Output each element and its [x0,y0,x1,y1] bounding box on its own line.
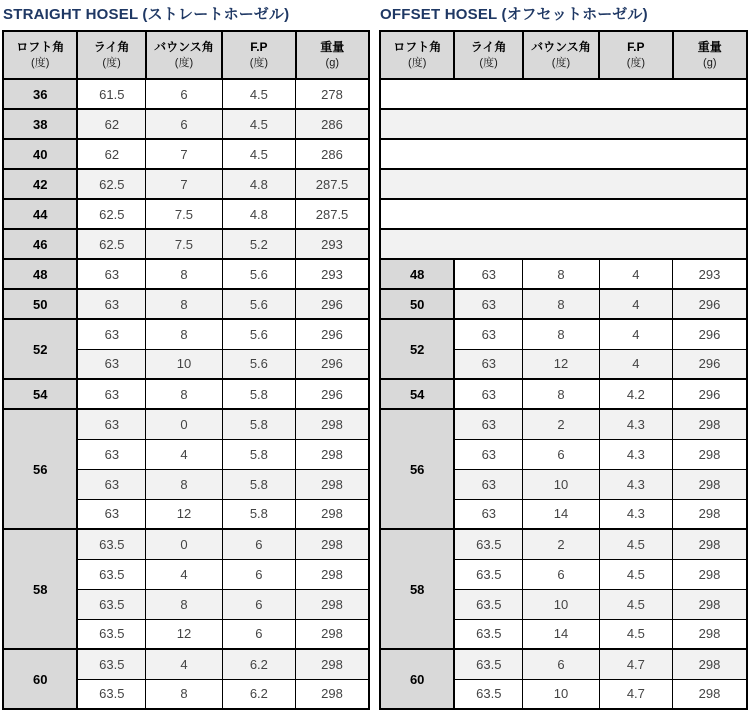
value-cell: 63.5 [77,649,145,679]
value-cell: 5.6 [222,349,295,379]
value-cell: 298 [296,469,369,499]
value-cell: 278 [296,79,369,109]
value-cell: 8 [146,259,222,289]
spec-row [3,529,369,559]
header-row [380,31,747,79]
value-cell: 296 [296,379,369,409]
spec-row [3,259,369,289]
value-cell: 298 [296,679,369,709]
straight-hosel-section [2,2,370,710]
spec-row [380,649,747,679]
value-cell: 4.5 [599,529,672,559]
value-cell: 286 [296,139,369,169]
value-cell: 10 [523,679,599,709]
column-label: ライ角 [470,40,507,55]
value-cell: 286 [296,109,369,139]
spec-row [3,79,369,109]
value-cell: 4.2 [599,379,672,409]
value-cell: 298 [296,589,369,619]
value-cell: 296 [296,349,369,379]
spec-row [380,529,747,559]
value-cell: 62 [77,139,145,169]
column-header [3,31,77,79]
value-cell: 63 [77,409,145,439]
spec-row [380,289,747,319]
column-unit: (度) [551,57,571,70]
column-label: バウンス角 [154,40,214,55]
value-cell: 296 [673,379,747,409]
value-cell: 5.8 [222,469,295,499]
straight-hosel-table [2,30,370,710]
header-row [3,31,369,79]
value-cell: 63 [77,259,145,289]
spec-row [380,379,747,409]
value-cell: 8 [523,289,599,319]
value-cell: 298 [673,499,747,529]
value-cell: 7 [146,139,222,169]
value-cell: 6 [222,559,295,589]
value-cell: 5.6 [222,319,295,349]
value-cell: 298 [296,439,369,469]
value-cell: 8 [523,379,599,409]
spec-row [3,139,369,169]
value-cell: 63 [77,289,145,319]
value-cell: 5.6 [222,259,295,289]
spec-row [380,409,747,439]
spec-row [3,169,369,199]
loft-angle-cell: 40 [3,139,77,169]
loft-angle-cell: 52 [380,319,454,379]
value-cell: 14 [523,619,599,649]
value-cell: 63 [77,379,145,409]
value-cell: 4.5 [599,619,672,649]
value-cell: 4.3 [599,439,672,469]
empty-row [380,109,747,139]
value-cell: 61.5 [77,79,145,109]
value-cell: 298 [296,649,369,679]
value-cell: 298 [296,529,369,559]
value-cell: 63.5 [77,589,145,619]
value-cell: 63 [454,349,522,379]
value-cell: 0 [146,409,222,439]
value-cell: 296 [673,319,747,349]
value-cell: 298 [296,499,369,529]
value-cell: 63 [77,469,145,499]
spec-row [3,289,369,319]
spec-row [3,409,369,439]
value-cell: 8 [146,379,222,409]
value-cell: 8 [146,469,222,499]
loft-angle-cell: 44 [3,199,77,229]
value-cell: 296 [673,349,747,379]
value-cell: 5.8 [222,499,295,529]
column-header [380,31,454,79]
loft-angle-cell: 48 [380,259,454,289]
column-label: バウンス角 [531,40,591,55]
value-cell: 4.8 [222,169,295,199]
value-cell: 4.8 [222,199,295,229]
column-label: F.P [627,40,645,55]
spec-row [3,229,369,259]
value-cell: 298 [296,559,369,589]
value-cell: 63 [77,439,145,469]
loft-angle-cell: 50 [380,289,454,319]
value-cell: 4 [599,289,672,319]
empty-row [380,79,747,109]
column-unit: (度) [102,57,121,70]
value-cell: 12 [146,619,222,649]
value-cell: 5.8 [222,439,295,469]
value-cell: 298 [673,559,747,589]
value-cell: 4 [146,649,222,679]
value-cell: 8 [146,319,222,349]
column-header [523,31,599,79]
loft-angle-cell: 58 [380,529,454,649]
value-cell: 298 [673,439,747,469]
value-cell: 63 [77,499,145,529]
loft-angle-cell: 36 [3,79,77,109]
value-cell: 6.2 [222,679,295,709]
value-cell: 4.5 [599,559,672,589]
value-cell: 293 [296,259,369,289]
value-cell: 4.5 [222,109,295,139]
value-cell: 5.8 [222,379,295,409]
loft-angle-cell: 48 [3,259,77,289]
column-label: ロフト角 [16,40,65,55]
column-unit: (度) [626,57,646,70]
value-cell: 10 [523,589,599,619]
value-cell: 5.2 [222,229,295,259]
empty-cell [380,109,747,139]
value-cell: 63.5 [77,619,145,649]
value-cell: 293 [296,229,369,259]
value-cell: 63 [454,289,522,319]
spec-row [380,319,747,349]
loft-angle-cell: 56 [3,409,77,529]
value-cell: 5.8 [222,409,295,439]
value-cell: 4.5 [222,79,295,109]
value-cell: 296 [296,319,369,349]
column-header [146,31,222,79]
offset-hosel-title: OFFSET HOSEL (オフセットホーゼル) [380,6,648,23]
value-cell: 4.3 [599,499,672,529]
value-cell: 0 [146,529,222,559]
value-cell: 62.5 [77,199,145,229]
value-cell: 63.5 [77,679,145,709]
column-label: ロフト角 [393,40,442,55]
column-unit: (g) [703,57,717,70]
value-cell: 8 [523,319,599,349]
column-unit: (度) [249,57,269,70]
empty-row [380,199,747,229]
empty-cell [380,199,747,229]
loft-angle-cell: 46 [3,229,77,259]
value-cell: 63.5 [77,559,145,589]
value-cell: 12 [523,349,599,379]
empty-cell [380,79,747,109]
value-cell: 63 [77,349,145,379]
value-cell: 7.5 [146,199,222,229]
spec-row [3,379,369,409]
spec-row [3,649,369,679]
empty-cell [380,169,747,199]
value-cell: 62.5 [77,229,145,259]
value-cell: 8 [146,589,222,619]
value-cell: 8 [523,259,599,289]
value-cell: 4 [146,439,222,469]
value-cell: 63 [454,409,522,439]
empty-cell [380,139,747,169]
column-label: 重量 [320,40,345,55]
value-cell: 12 [146,499,222,529]
value-cell: 8 [146,289,222,319]
column-header [77,31,145,79]
spec-row [3,109,369,139]
value-cell: 6.2 [222,649,295,679]
loft-angle-cell: 50 [3,289,77,319]
empty-row [380,169,747,199]
value-cell: 4.7 [599,649,672,679]
loft-angle-cell: 60 [380,649,454,709]
value-cell: 63.5 [454,619,522,649]
value-cell: 63 [454,259,522,289]
empty-row [380,229,747,259]
value-cell: 63.5 [77,529,145,559]
value-cell: 4.7 [599,679,672,709]
spec-row [3,319,369,349]
loft-angle-cell: 60 [3,649,77,709]
value-cell: 2 [523,409,599,439]
value-cell: 63 [454,319,522,349]
value-cell: 298 [673,529,747,559]
value-cell: 287.5 [296,169,369,199]
column-header [222,31,295,79]
column-header [296,31,369,79]
value-cell: 298 [296,619,369,649]
value-cell: 63 [454,379,522,409]
column-unit: (g) [325,57,339,70]
value-cell: 63.5 [454,529,522,559]
value-cell: 4 [599,319,672,349]
column-unit: (度) [479,57,498,70]
value-cell: 63.5 [454,649,522,679]
value-cell: 10 [523,469,599,499]
value-cell: 2 [523,529,599,559]
value-cell: 298 [673,469,747,499]
empty-cell [380,229,747,259]
value-cell: 6 [222,589,295,619]
value-cell: 6 [222,619,295,649]
straight-hosel-title: STRAIGHT HOSEL (ストレートホーゼル) [3,6,290,23]
spec-row [380,259,747,289]
column-unit: (度) [31,57,50,70]
value-cell: 14 [523,499,599,529]
value-cell: 6 [146,109,222,139]
value-cell: 293 [673,259,747,289]
value-cell: 8 [146,679,222,709]
spec-row [3,199,369,229]
column-header [673,31,747,79]
loft-angle-cell: 54 [380,379,454,409]
value-cell: 6 [523,559,599,589]
column-label: F.P [250,40,268,55]
value-cell: 296 [296,289,369,319]
column-label: 重量 [697,40,722,55]
value-cell: 296 [673,289,747,319]
value-cell: 4.5 [222,139,295,169]
loft-angle-cell: 56 [380,409,454,529]
loft-angle-cell: 38 [3,109,77,139]
loft-angle-cell: 54 [3,379,77,409]
value-cell: 298 [673,409,747,439]
value-cell: 6 [523,439,599,469]
value-cell: 62 [77,109,145,139]
value-cell: 7 [146,169,222,199]
value-cell: 10 [146,349,222,379]
value-cell: 5.6 [222,289,295,319]
value-cell: 298 [673,649,747,679]
column-unit: (度) [408,57,427,70]
value-cell: 63.5 [454,559,522,589]
column-unit: (度) [174,57,194,70]
loft-angle-cell: 42 [3,169,77,199]
value-cell: 6 [146,79,222,109]
column-label: ライ角 [93,40,130,55]
value-cell: 7.5 [146,229,222,259]
value-cell: 4 [599,259,672,289]
value-cell: 287.5 [296,199,369,229]
value-cell: 298 [673,679,747,709]
value-cell: 298 [673,589,747,619]
offset-hosel-section [379,2,748,710]
value-cell: 298 [673,619,747,649]
value-cell: 6 [222,529,295,559]
empty-row [380,139,747,169]
offset-hosel-table [379,30,748,710]
value-cell: 4.3 [599,469,672,499]
column-header [454,31,522,79]
loft-angle-cell: 52 [3,319,77,379]
value-cell: 63 [454,439,522,469]
value-cell: 63 [454,469,522,499]
column-header [599,31,672,79]
value-cell: 4.3 [599,409,672,439]
value-cell: 4 [599,349,672,379]
value-cell: 62.5 [77,169,145,199]
value-cell: 6 [523,649,599,679]
value-cell: 63.5 [454,589,522,619]
value-cell: 63 [77,319,145,349]
value-cell: 63 [454,499,522,529]
value-cell: 63.5 [454,679,522,709]
value-cell: 4 [146,559,222,589]
value-cell: 298 [296,409,369,439]
loft-angle-cell: 58 [3,529,77,649]
value-cell: 4.5 [599,589,672,619]
